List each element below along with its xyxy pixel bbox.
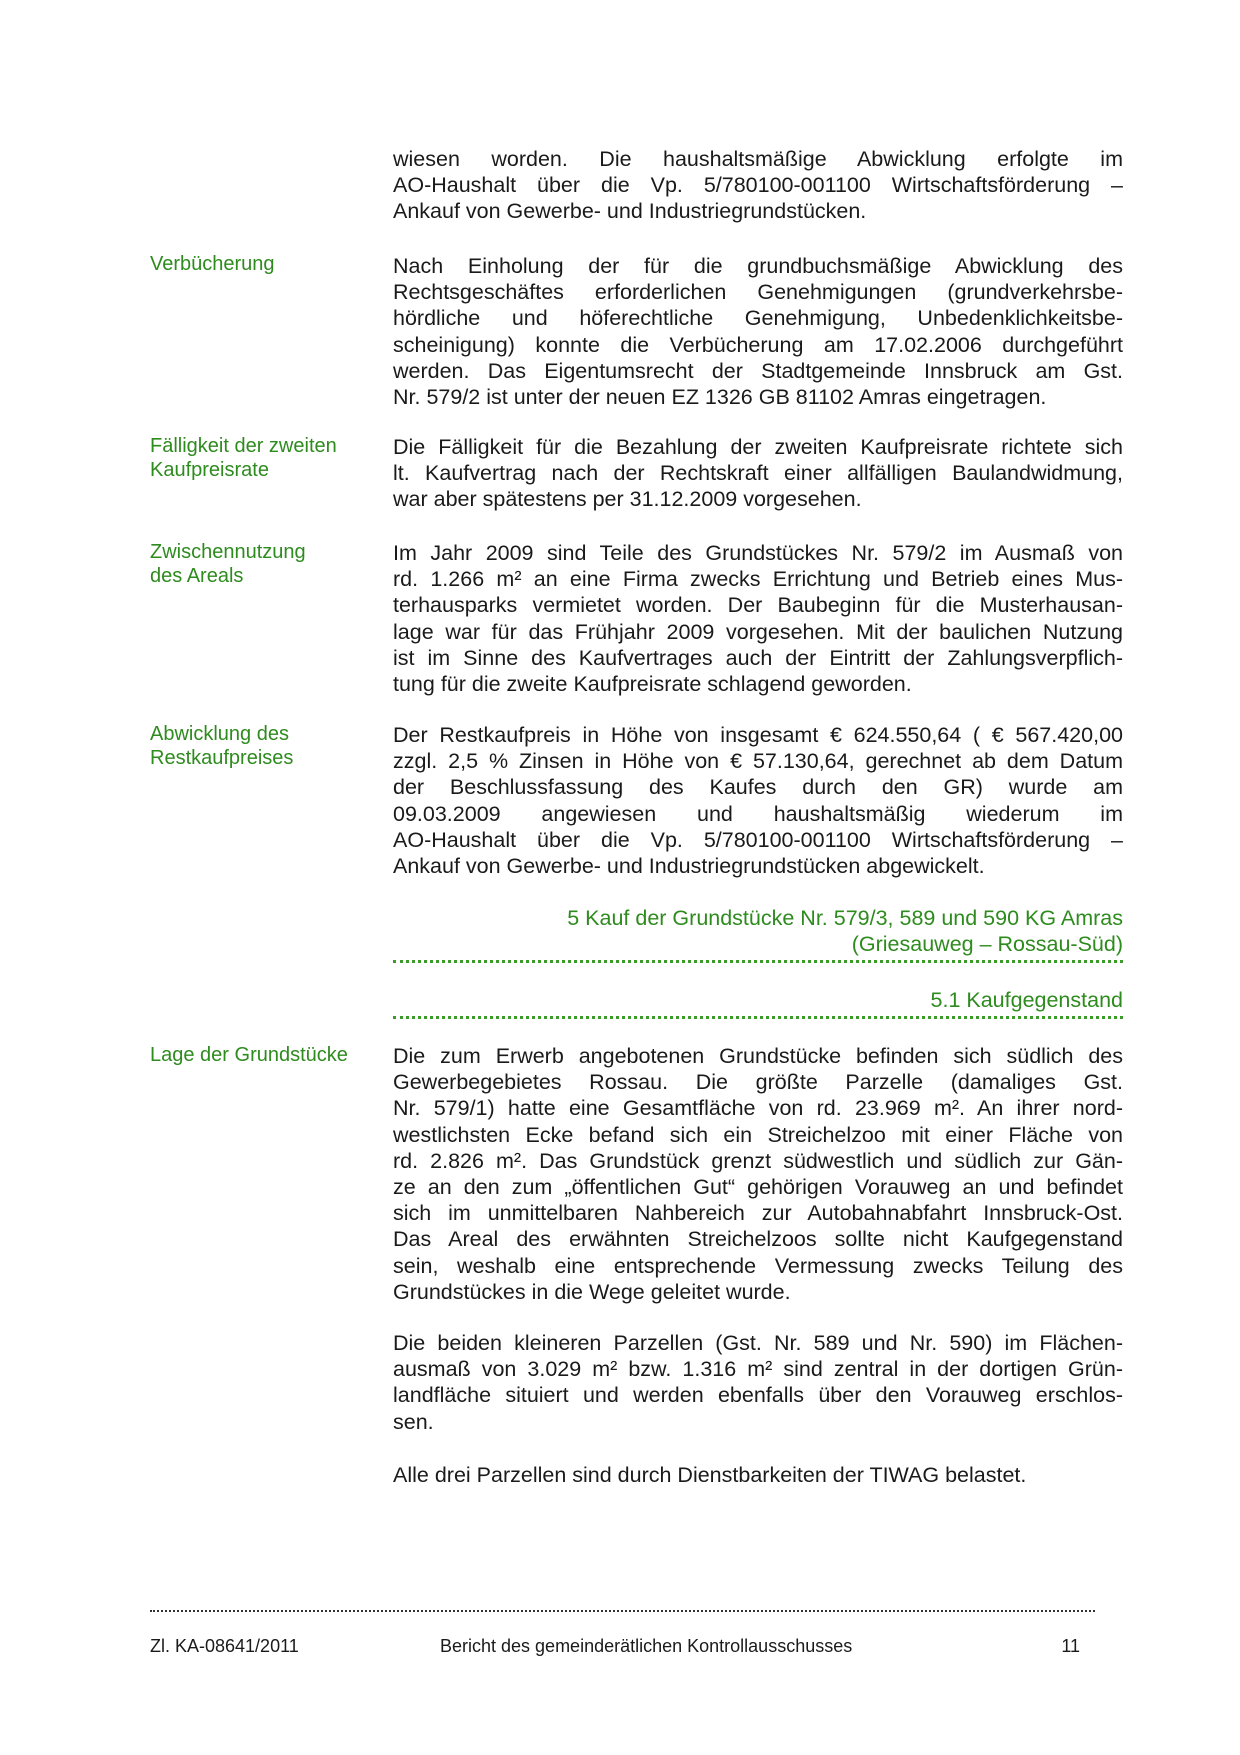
text-line: hördliche und höferechtliche Genehmigung, Unbedenklichkeitsbe- [393, 306, 1123, 331]
label-line: Restkaufpreises [150, 747, 294, 769]
text-line: Die zum Erwerb angebotenen Grundstücke befinden sich südlich des [393, 1044, 1123, 1068]
margin-label-faelligkeit [150, 434, 365, 482]
label-line: Abwicklung des [150, 723, 289, 745]
text-line: 09.03.2009 angewiesen und haushaltsmäßig wiederum im [393, 801, 1123, 826]
text-line: scheinigung) konnte die Verbücherung am 17.02.2006 durchgeführt [393, 332, 1123, 357]
text-line: Im Jahr 2009 sind Teile des Grundstückes Nr. 579/2 im Ausmaß von [393, 541, 1123, 565]
text-line: Nr. 579/2 ist unter der neuen EZ 1326 GB 81102 Amras eingetragen. [393, 385, 1047, 410]
text-line: ze an den zum „öffentlichen Gut“ gehörigen Vorauweg an und befindet [393, 1175, 1123, 1200]
text-line: Ankauf von Gewerbe- und Industriegrundstücken abgewickelt. [393, 854, 985, 879]
paragraph-faelligkeit [393, 434, 1123, 513]
paragraph-tiwag [393, 1462, 1123, 1488]
text-line: Nr. 579/1) hatte eine Gesamtfläche von rd. 23.969 m². An ihrer nord- [393, 1096, 1123, 1121]
text-line: Grundstückes in die Wege geleitet wurde. [393, 1279, 791, 1304]
text-line: westlichsten Ecke befand sich ein Streichelzoo mit einer Fläche von [393, 1122, 1123, 1147]
text-line: lage war für das Frühjahr 2009 vorgesehen. Mit der baulichen Nutzung [393, 619, 1123, 644]
label-line: Fälligkeit der zweiten [150, 435, 337, 457]
text-line: war aber spätestens per 31.12.2009 vorgesehen. [393, 487, 862, 512]
paragraph-zwischennutzung [393, 540, 1123, 697]
text-line: ausmaß von 3.029 m² bzw. 1.316 m² sind zentral in der dortigen Grün- [393, 1357, 1123, 1382]
text-line: sen. [393, 1409, 434, 1434]
footer-divider [150, 1610, 1095, 1612]
label-line: des Areals [150, 565, 244, 587]
text-line: Nach Einholung der für die grundbuchsmäßige Abwicklung des [393, 254, 1123, 278]
page-number: 11 [1061, 1636, 1080, 1656]
text-line: sich im unmittelbaren Nahbereich zur Autobahnabfahrt Innsbruck-Ost. [393, 1201, 1123, 1226]
text-line: Der Restkaufpreis in Höhe von insgesamt € 624.550,64 ( € 567.420,00 [393, 723, 1123, 747]
text-line: landfläche situiert und werden ebenfalls über den Vorauweg erschlos- [393, 1383, 1123, 1408]
footer-reference: Zl. KA-08641/2011 [150, 1636, 299, 1656]
margin-label-lage: Lage der Grundstücke [150, 1044, 348, 1066]
margin-label-verbuecherung: Verbücherung [150, 253, 275, 275]
text-line: Die Fälligkeit für die Bezahlung der zweiten Kaufpreisrate richtete sich [393, 435, 1123, 459]
text-line: wiesen worden. Die haushaltsmäßige Abwicklung erfolgte im [393, 147, 1123, 171]
text-line: AO-Haushalt über die Vp. 5/780100-001100 Wirtschaftsförderung – [393, 827, 1123, 852]
margin-label-zwischennutzung [150, 540, 365, 588]
text-line: rd. 1.266 m² an eine Firma zwecks Errichtung und Betrieb eines Mus- [393, 567, 1123, 592]
text-line: Das Areal des erwähnten Streichelzoos sollte nicht Kaufgegenstand [393, 1227, 1123, 1252]
text-line: ist im Sinne des Kaufvertrages auch der Eintritt der Zahlungsverpflich- [393, 645, 1123, 670]
intro-paragraph [393, 146, 1123, 225]
text-line: Alle drei Parzellen sind durch Dienstbarkeiten der TIWAG belastet. [393, 1463, 1027, 1487]
text-line: der Beschlussfassung des Kaufes durch den GR) wurde am [393, 775, 1123, 800]
text-line: rd. 2.826 m². Das Grundstück grenzt südwestlich und südlich zur Gän- [393, 1148, 1123, 1173]
heading-line: 5 Kauf der Grundstücke Nr. 579/3, 589 und 590 KG Amras [567, 906, 1123, 930]
section-heading-5-1: 5.1 Kaufgegenstand [930, 988, 1123, 1012]
text-line: werden. Das Eigentumsrecht der Stadtgemeinde Innsbruck am Gst. [393, 358, 1123, 383]
paragraph-parzellen [393, 1330, 1123, 1435]
text-line: Ankauf von Gewerbe- und Industriegrundstücken. [393, 199, 867, 224]
text-line: lt. Kaufvertrag nach der Rechtskraft einer allfälligen Baulandwidmung, [393, 461, 1123, 486]
label-line: Zwischennutzung [150, 541, 306, 563]
section-heading-5 [393, 905, 1123, 957]
heading-divider [393, 1016, 1123, 1019]
text-line: tung für die zweite Kaufpreisrate schlagend geworden. [393, 672, 912, 697]
text-line: zzgl. 2,5 % Zinsen in Höhe von € 57.130,64, gerechnet ab dem Datum [393, 749, 1123, 774]
heading-divider [393, 960, 1123, 963]
margin-label-abwicklung [150, 722, 365, 770]
text-line: sein, weshalb eine entsprechende Vermessung zwecks Teilung des [393, 1253, 1123, 1278]
footer-title: Bericht des gemeinderätlichen Kontrollausschusses [440, 1636, 853, 1656]
text-line: Die beiden kleineren Parzellen (Gst. Nr. 589 und Nr. 590) im Flächen- [393, 1331, 1123, 1355]
text-line: AO-Haushalt über die Vp. 5/780100-001100 Wirtschaftsförderung – [393, 173, 1123, 198]
text-line: terhausparks vermietet worden. Der Baubeginn für die Musterhausan- [393, 593, 1123, 618]
paragraph-lage [393, 1043, 1123, 1305]
heading-line: (Griesauweg – Rossau-Süd) [851, 932, 1123, 957]
text-line: Rechtsgeschäftes erforderlichen Genehmigungen (grundverkehrsbe- [393, 280, 1123, 305]
text-line: Gewerbegebietes Rossau. Die größte Parzelle (damaliges Gst. [393, 1070, 1123, 1095]
paragraph-verbuecherung [393, 253, 1123, 410]
paragraph-abwicklung [393, 722, 1123, 879]
label-line: Kaufpreisrate [150, 459, 269, 481]
